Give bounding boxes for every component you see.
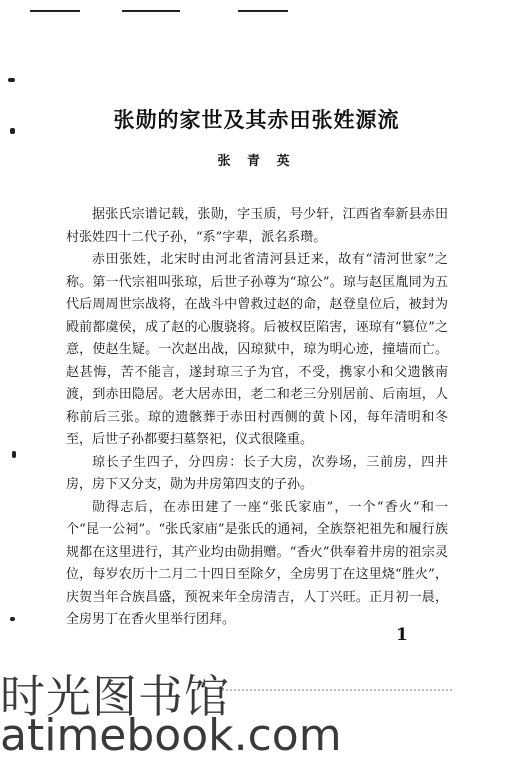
top-rule-right [238,10,288,12]
page-title: 张勋的家世及其赤田张姓源流 [113,107,400,132]
paragraph: 赤田张姓，北宋时由河北省清河县迁来，故有“清河世家”之称。第一代宗祖叫张琼，后世子孙尊为“琼公”。琼与赵匡胤同为五代后周周世宗战将，在战斗中曾救过赵的命，赵登皇位后，被封为殿前都虞侯，成了赵的心腹骁将。后被权臣陷害，诬琼有“篡位”之意，使赵生疑。一次赵出战，囚琼狱中，琼为明心迹，撞墙而亡。赵甚悔，苦不能言，遂封琼三子为官，不受，携家小和父遗骸南渡，到赤田隐居。老大居赤田，老二和老三分别居前、后南垣，人称前后三张。琼的遗骸葬于赤田村西侧的黄卜冈，每年清明和冬至，后世子孙都要扫墓祭祀，仪式很隆重。 [66,252,448,447]
paragraph: 琼长子生四子，分四房：长子大房，次券场，三前房，四井房，房下又分支，勋为井房第四支的子孙。 [66,454,448,492]
watermark-chinese: 时光图书馆 [0,670,231,723]
margin-mark [12,451,16,458]
watermark-url: atimebook.com [0,710,342,761]
paragraph: 据张氏宗谱记载，张勋，字玉质，号少轩，江西省奉新县赤田村张姓四十二代子孙，“系”字辈，派名系瓒。 [66,207,448,245]
top-rule-middle [122,10,180,12]
margin-mark [8,78,15,82]
article-body [66,204,448,632]
dotted-line [222,689,452,691]
margin-mark [10,617,15,621]
author-name: 张 青 英 [217,154,296,169]
page-number: 1 [396,625,408,645]
paragraph: 勋得志后，在赤田建了一座“张氏家庙”，一个“香火”和一个“昆一公祠”。“张氏家庙”是张氏的通祠，全族祭祀祖先和履行族规都在这里进行，其产业均由勋捐赠。“香火”供奉着井房的祖宗灵位，每岁农历十二月二十四日至除夕，全房男丁在这里烧“胜火”，庆贺当年合族昌盛，预祝来年全房清吉，人丁兴旺。正月初一晨，全房男丁在香火里举行团拜。 [66,499,448,627]
top-rule-left [30,10,80,12]
